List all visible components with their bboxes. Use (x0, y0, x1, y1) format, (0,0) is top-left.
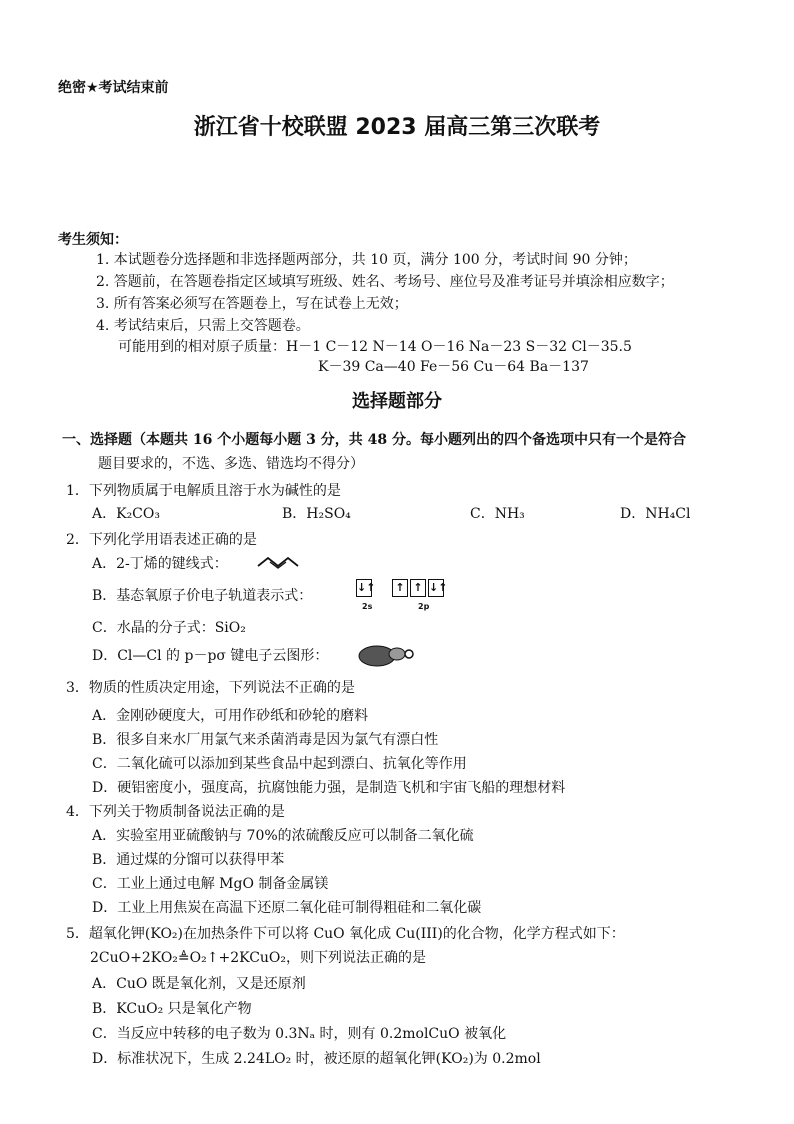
q1-option-c: C．NH₃ (470, 506, 525, 522)
q1-option-b: B．H₂SO₄ (282, 506, 351, 522)
orbital-box-2p-3: ↓↑ (428, 579, 444, 597)
orbital-box-2p-1: ↑ (392, 579, 408, 597)
q5-option-d: D．标准状况下，生成 2.24LO₂ 时，被还原的超氧化钾(KO₂)为 0.2mol (92, 1051, 541, 1067)
q2-option-d: D．Cl—Cl 的 p－pσ 键电子云图形： (92, 648, 329, 664)
orbital-2p-boxes (392, 579, 448, 597)
electron-cloud-icon (355, 642, 415, 668)
section-title: 选择题部分 (352, 391, 442, 412)
q1-option-d: D．NH₄Cl (620, 506, 691, 522)
label-2p: 2p (418, 602, 430, 611)
q5-stem-line2: 2CuO+2KO₂≜O₂↑+2KCuO₂，则下列说法正确的是 (90, 950, 427, 966)
q2-option-a: A．2-丁烯的键线式： (92, 556, 228, 572)
label-2s: 2s (362, 602, 373, 611)
q1-option-a: A．K₂CO₃ (92, 506, 160, 522)
part1-instruction-line1: 一、选择题（本题共 16 个小题每小题 3 分，共 48 分。每小题列出的四个备选项中只有一个是符合 (62, 432, 686, 448)
q5-option-a: A．CuO 既是氧化剂，又是还原剂 (92, 976, 306, 992)
q4-option-b: B．通过煤的分馏可以获得甲苯 (92, 852, 285, 868)
notice-item-4: 4. 考试结束后，只需上交答题卷。 (96, 318, 310, 334)
atomic-mass-line-1: 可能用到的相对原子质量：H－1 C－12 N－14 O－16 Na－23 S－32 Cl－35.5 (118, 339, 632, 355)
q3-option-b: B．很多自来水厂用氯气来杀菌消毒是因为氯气有漂白性 (92, 732, 439, 748)
q4-option-a: A．实验室用亚硫酸钠与 70%的浓硫酸反应可以制备二氧化硫 (92, 828, 474, 844)
orbital-2s-box (356, 579, 376, 597)
exam-title: 浙江省十校联盟 2023 届高三第三次联考 (193, 115, 601, 140)
q1-stem: 1．下列物质属于电解质且溶于水为碱性的是 (66, 483, 341, 499)
q2-stem: 2．下列化学用语表述正确的是 (66, 532, 257, 548)
q5-stem-line1: 5．超氧化钾(KO₂)在加热条件下可以将 CuO 氧化成 Cu(III)的化合物，化学方程式如下： (66, 926, 625, 942)
orbital-box-2s: ↓↑ (356, 579, 372, 597)
q2-option-b: B．基态氧原子价电子轨道表示式： (92, 588, 313, 604)
top-secret-label: 绝密★考试结束前 (58, 80, 169, 96)
orbital-box-2p-2: ↑ (410, 579, 426, 597)
q3-option-d: D．硬铝密度小，强度高，抗腐蚀能力强，是制造飞机和宇宙飞船的理想材料 (92, 780, 566, 796)
q5-option-c: C．当反应中转移的电子数为 0.3Nₐ 时，则有 0.2molCuO 被氧化 (92, 1026, 507, 1042)
q4-stem: 4．下列关于物质制备说法正确的是 (66, 804, 285, 820)
q3-option-c: C．二氧化硫可以添加到某些食品中起到漂白、抗氧化等作用 (92, 756, 467, 772)
atomic-mass-line-2: K－39 Ca—40 Fe－56 Cu－64 Ba－137 (318, 359, 589, 375)
butene-skeletal-formula-icon (256, 553, 300, 571)
q3-stem: 3．物质的性质决定用途，下列说法不正确的是 (66, 680, 355, 696)
notice-item-1: 1. 本试题卷分选择题和非选择题两部分，共 10 页，满分 100 分，考试时间 90 分钟； (96, 252, 637, 268)
q3-option-a: A．金刚砂硬度大，可用作砂纸和砂轮的磨料 (92, 708, 369, 724)
notice-item-3: 3. 所有答案必须写在答题卷上，写在试卷上无效； (96, 296, 408, 312)
part1-instruction-line2: 题目要求的，不选、多选、错选均不得分） (98, 456, 364, 472)
q5-option-b: B．KCuO₂ 只是氧化产物 (92, 1001, 252, 1017)
notice-item-2: 2. 答题前，在答题卷指定区域填写班级、姓名、考场号、座位号及准考证号并填涂相应数字； (96, 274, 674, 290)
q4-option-d: D．工业上用焦炭在高温下还原二氧化硅可制得粗硅和二氧化碳 (92, 900, 482, 916)
q4-option-c: C．工业上通过电解 MgO 制备金属镁 (92, 876, 329, 892)
q2-option-c: C．水晶的分子式：SiO₂ (92, 620, 246, 636)
notice-heading: 考生须知： (58, 232, 128, 248)
